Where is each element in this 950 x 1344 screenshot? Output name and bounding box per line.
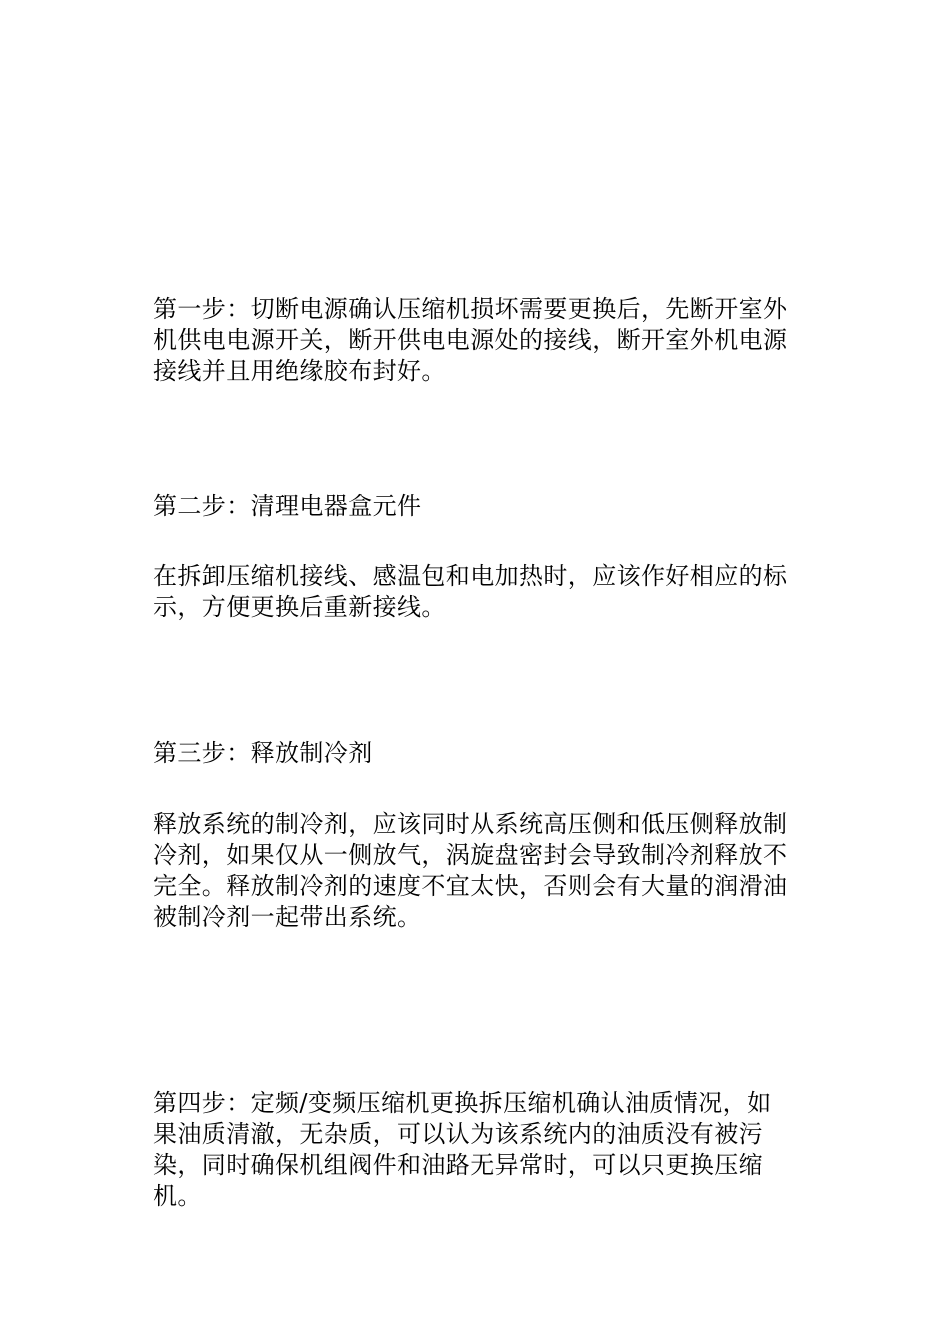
step-three-heading: 第三步：释放制冷剂 — [153, 739, 373, 767]
step-four-paragraph: 第四步：定频/变频压缩机更换拆压缩机确认油质情况，如果油质清澈，无杂质，可以认为该系统内的油质没有被污染，同时确保机组阀件和油路无异常时，可以只更换压缩机。 — [153, 1089, 772, 1210]
step-two-paragraph: 在拆卸压缩机接线、感温包和电加热时，应该作好相应的标示，方便更换后重新接线。 — [153, 562, 788, 621]
step-two-heading: 第二步：清理电器盒元件 — [153, 492, 422, 520]
step-three-paragraph: 释放系统的制冷剂，应该同时从系统高压侧和低压侧释放制冷剂，如果仅从一侧放气，涡旋盘密封会导致制冷剂释放不完全。释放制冷剂的速度不宜太快，否则会有大量的润滑油被制冷剂一起带出系统。 — [153, 810, 788, 931]
step-one-paragraph: 第一步：切断电源确认压缩机损坏需要更换后，先断开室外机供电电源开关，断开供电电源处的接线，断开室外机电源接线并且用绝缘胶布封好。 — [153, 295, 788, 385]
